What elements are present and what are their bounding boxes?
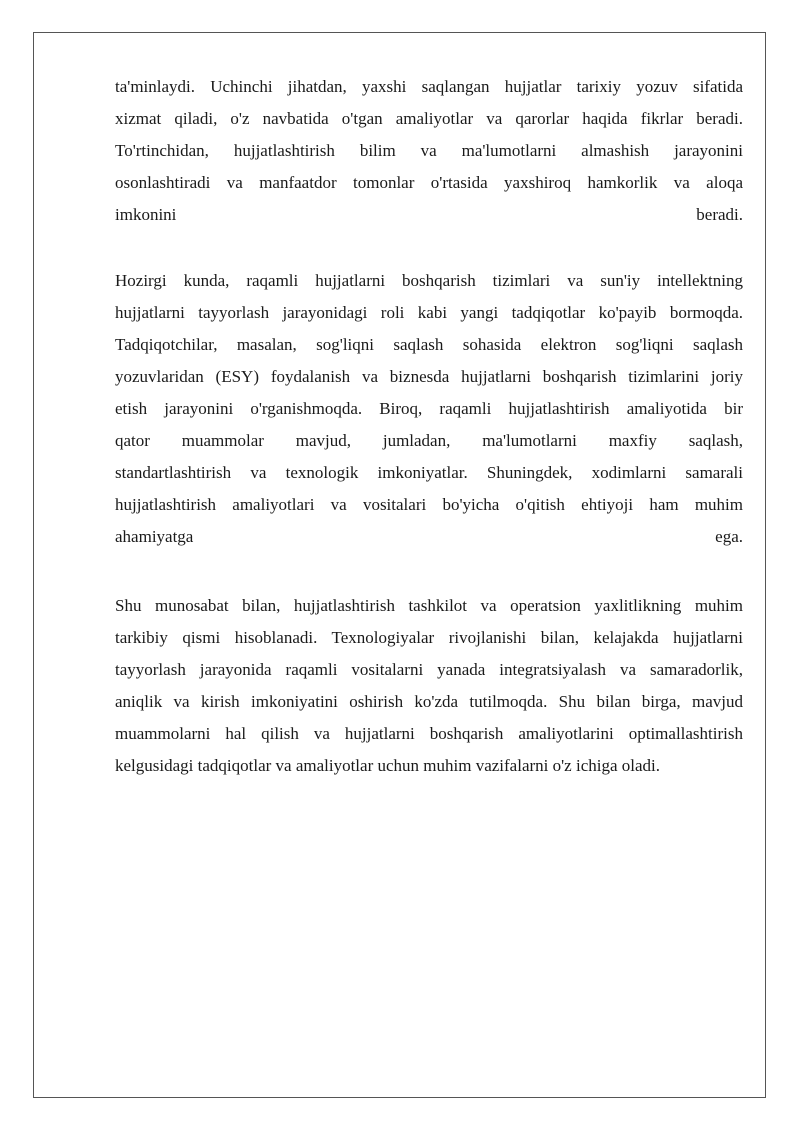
paragraph-line: To'rtinchidan, hujjatlashtirish bilim va ma'lumotlarni almashish jarayonini [115, 141, 743, 160]
paragraph-line: hujjatlarni tayyorlash jarayonidagi roli kabi yangi tadqiqotlar ko'payib bormoqda. [115, 303, 743, 322]
paragraph-line: Tadqiqotchilar, masalan, sog'liqni saqlash sohasida elektron sog'liqni saqlash [115, 335, 743, 354]
paragraph-line: aniqlik va kirish imkoniyatini oshirish ko'zda tutilmoqda. Shu bilan birga, mavjud [115, 692, 743, 711]
paragraph-line: kelgusidagi tadqiqotlar va amaliyotlar uchun muhim vazifalarni o'z ichiga oladi. [115, 756, 661, 775]
paragraph-line: Shu munosabat bilan, hujjatlashtirish tashkilot va operatsion yaxlitlikning muhim [115, 596, 743, 615]
paragraph-line: etish jarayonini o'rganishmoqda. Biroq, raqamli hujjatlashtirish amaliyotida bir [115, 399, 743, 418]
paragraph-line: xizmat qiladi, o'z navbatida o'tgan amaliyotlar va qarorlar haqida fikrlar beradi. [115, 109, 743, 128]
paragraph-line: Hozirgi kunda, raqamli hujjatlarni boshqarish tizimlari va sun'iy intellektning [115, 271, 743, 290]
paragraph-line: tarkibiy qismi hisoblanadi. Texnologiyalar rivojlanishi bilan, kelajakda hujjatlarni [115, 628, 743, 647]
paragraph-line: hujjatlashtirish amaliyotlari va vositalari bo'yicha o'qitish ehtiyoji ham muhim [115, 495, 743, 514]
paragraph-line: tayyorlash jarayonida raqamli vositalarni yanada integratsiyalash va samaradorlik, [115, 660, 743, 679]
paragraph-line: imkonini beradi. [115, 205, 743, 224]
paragraph-line: ta'minlaydi. Uchinchi jihatdan, yaxshi saqlangan hujjatlar tarixiy yozuv sifatida [115, 77, 743, 96]
paragraph-line: ahamiyatga ega. [115, 527, 743, 546]
paragraph-line: osonlashtiradi va manfaatdor tomonlar o'rtasida yaxshiroq hamkorlik va aloqa [115, 173, 743, 192]
paragraph-line: standartlashtirish va texnologik imkoniyatlar. Shuningdek, xodimlarni samarali [115, 463, 743, 482]
paragraph-line: muammolarni hal qilish va hujjatlarni boshqarish amaliyotlarini optimallashtirish [115, 724, 743, 743]
paragraph-line: qator muammolar mavjud, jumladan, ma'lumotlarni maxfiy saqlash, [115, 431, 743, 450]
paragraph-line: yozuvlaridan (ESY) foydalanish va biznesda hujjatlarni boshqarish tizimlarini joriy [115, 367, 743, 386]
